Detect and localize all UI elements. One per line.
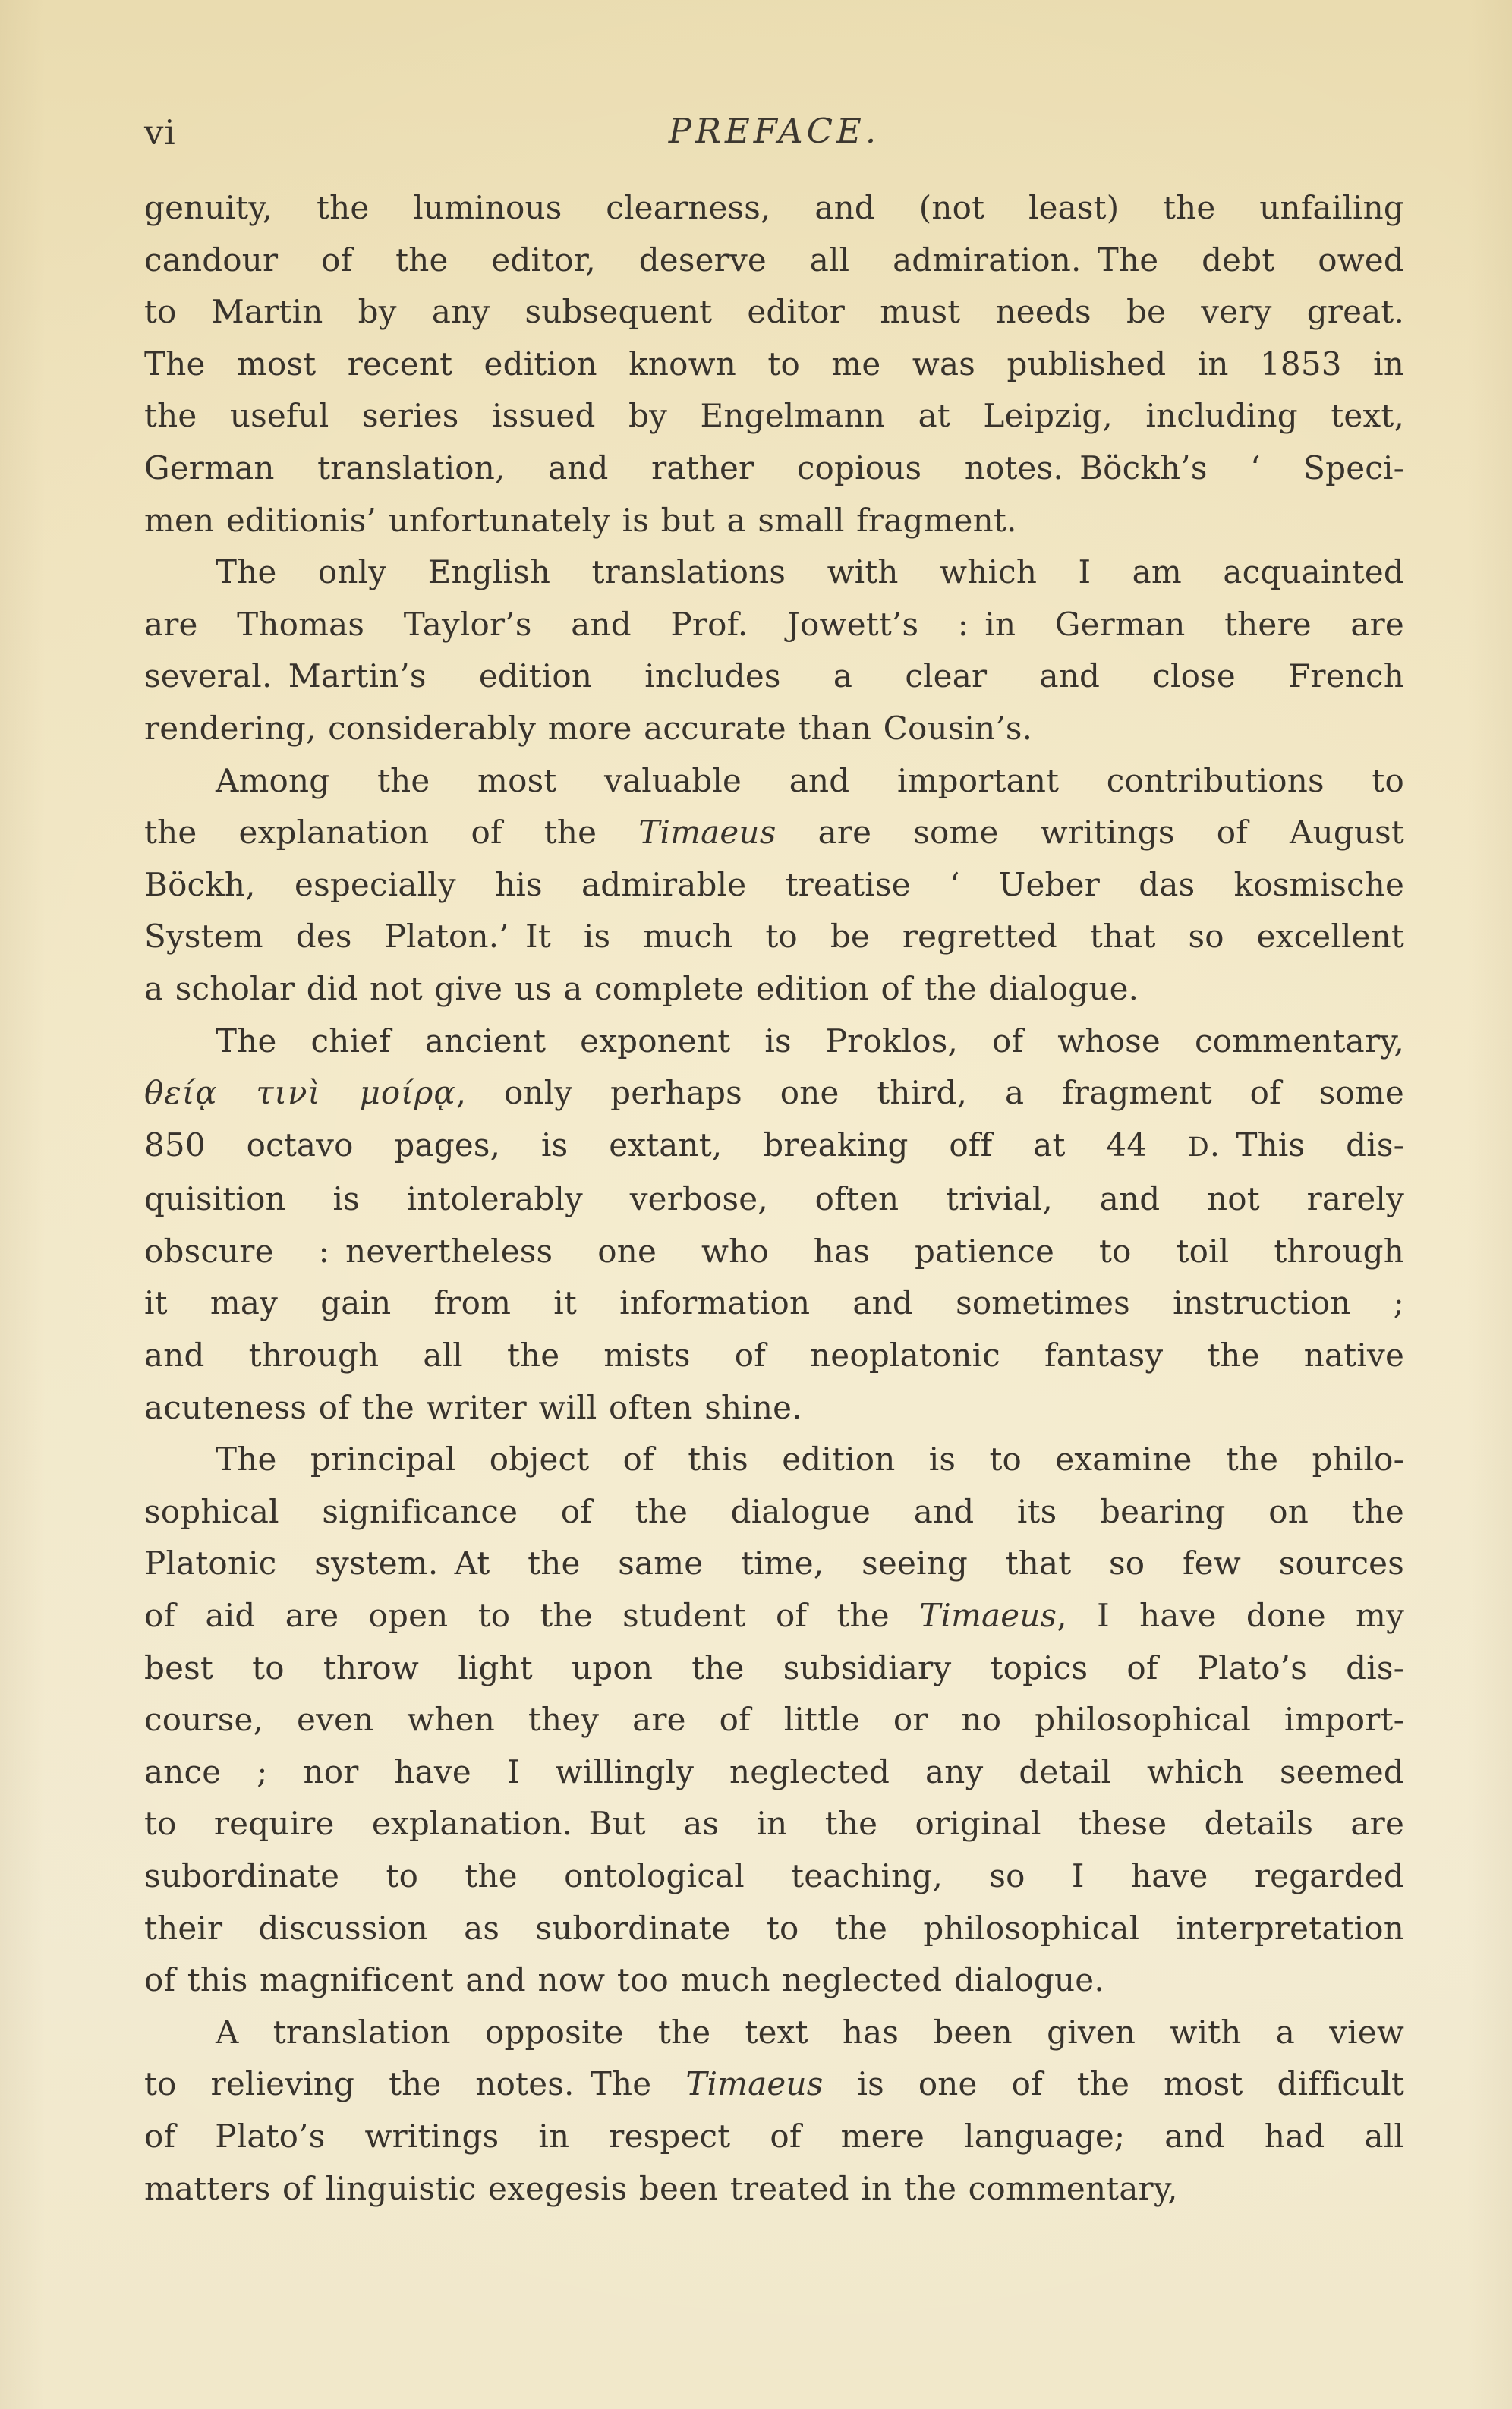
- text-line: [144, 1330, 1404, 1382]
- text-segment: a scholar did not give us a complete edition of the dialogue.: [144, 969, 1139, 1007]
- text-segment: The chief ancient exponent is Proklos, of whose commentary,: [216, 1022, 1404, 1060]
- text-segment: of Plato’s writings in respect of mere language; and had all: [144, 2117, 1404, 2155]
- text-segment: to relieving the notes. The: [144, 2065, 686, 2103]
- text-segment: ance ; nor have I willingly neglected any detail which seemed: [144, 1752, 1404, 1790]
- text-line: [144, 1016, 1404, 1068]
- text-segment: their discussion as subordinate to the philosophical interpretation: [144, 1909, 1404, 1947]
- text-line: [144, 1954, 1404, 2007]
- text-segment: course, even when they are of little or no philosophical import-: [144, 1701, 1404, 1739]
- page-body: [144, 182, 1404, 2215]
- text-segment: rendering, considerably more accurate than Cousin’s.: [144, 709, 1033, 747]
- text-line: [144, 1173, 1404, 1226]
- italic-title: Timaeus: [638, 814, 776, 852]
- text-line: [144, 339, 1404, 391]
- paragraph: [144, 182, 1404, 546]
- text-line: [144, 1746, 1404, 1799]
- text-segment: genuity, the luminous clearness, and (not least) the unfailing: [144, 189, 1404, 226]
- running-title: PREFACE.: [668, 111, 880, 151]
- text-segment: German translation, and rather copious notes. Böckh’s ‘ Speci-: [144, 449, 1404, 487]
- text-segment: matters of linguistic exegesis been treated in the commentary,: [144, 2169, 1178, 2207]
- text-segment: 850 octavo pages, is extant, breaking off at 44: [144, 1126, 1189, 1164]
- text-segment: D: [1188, 1132, 1210, 1163]
- text-segment: of this magnificent and now too much neglected dialogue.: [144, 1961, 1104, 1999]
- greek-phrase: θείᾳ τινὶ μοίρᾳ: [144, 1074, 456, 1112]
- text-line: [144, 911, 1404, 963]
- text-segment: are Thomas Taylor’s and Prof. Jowett’s : in German there are: [144, 605, 1404, 643]
- text-line: [144, 755, 1404, 808]
- text-segment: acuteness of the writer will often shine.: [144, 1388, 802, 1426]
- text-segment: Among the most valuable and important contributions to: [216, 761, 1404, 799]
- page-number: vi: [144, 112, 176, 153]
- text-line: [144, 2058, 1404, 2111]
- text-line: [144, 2163, 1404, 2215]
- text-segment: to require explanation. But as in the original these details are: [144, 1805, 1404, 1843]
- text-line: [144, 1226, 1404, 1278]
- text-segment: , only perhaps one third, a fragment of some: [455, 1074, 1404, 1112]
- text-segment: is one of the most difficult: [823, 2065, 1405, 2103]
- text-line: [144, 1850, 1404, 1903]
- text-segment: quisition is intolerably verbose, often trivial, and not rarely: [144, 1180, 1404, 1218]
- text-segment: subordinate to the ontological teaching, so I have regarded: [144, 1857, 1404, 1894]
- text-segment: it may gain from it information and sometimes instruction ;: [144, 1284, 1404, 1322]
- text-segment: sophical significance of the dialogue and its bearing on the: [144, 1492, 1404, 1530]
- text-line: [144, 599, 1404, 651]
- text-line: [144, 963, 1404, 1016]
- text-line: [144, 807, 1404, 859]
- text-segment: candour of the editor, deserve all admiration. The debt owed: [144, 241, 1404, 279]
- text-line: [144, 286, 1404, 339]
- text-line: [144, 546, 1404, 599]
- text-line: [144, 703, 1404, 755]
- text-segment: the useful series issued by Engelmann at Leipzig, including text,: [144, 397, 1404, 435]
- text-line: [144, 390, 1404, 442]
- text-line: [144, 1642, 1404, 1695]
- text-line: [144, 859, 1404, 912]
- text-line: [144, 1798, 1404, 1850]
- text-line: [144, 182, 1404, 235]
- text-segment: A translation opposite the text has been given with a view: [216, 2013, 1404, 2051]
- italic-title: Timaeus: [919, 1597, 1057, 1635]
- text-segment: several. Martin’s edition includes a clear and close French: [144, 657, 1404, 695]
- text-line: [144, 235, 1404, 287]
- text-segment: Platonic system. At the same time, seeing that so few sources: [144, 1545, 1404, 1582]
- text-segment: and through all the mists of neoplatonic fantasy the native: [144, 1337, 1404, 1375]
- text-segment: The only English translations with which I am acquainted: [216, 553, 1404, 591]
- text-line: [144, 1434, 1404, 1486]
- text-line: [144, 2007, 1404, 2059]
- text-segment: of aid are open to the student of the: [144, 1597, 920, 1635]
- text-line: [144, 1538, 1404, 1590]
- text-line: [144, 442, 1404, 495]
- text-segment: men editionis’ unfortunately is but a small fragment.: [144, 501, 1017, 539]
- text-segment: The principal object of this edition is to examine the philo-: [216, 1441, 1404, 1478]
- italic-title: Timaeus: [685, 2065, 824, 2103]
- text-line: [144, 1382, 1404, 1434]
- text-segment: Böckh, especially his admirable treatise ‘ Ueber das kosmische: [144, 865, 1404, 903]
- text-line: [144, 1277, 1404, 1330]
- text-line: [144, 1486, 1404, 1538]
- text-line: [144, 1119, 1404, 1174]
- text-segment: to Martin by any subsequent editor must needs be very great.: [144, 293, 1404, 331]
- paragraph: [144, 1434, 1404, 2007]
- text-line: [144, 1694, 1404, 1746]
- text-line: [144, 1590, 1404, 1642]
- text-line: [144, 1067, 1404, 1119]
- text-line: [144, 495, 1404, 547]
- text-segment: are some writings of August: [776, 814, 1405, 852]
- text-segment: the explanation of the: [144, 814, 639, 852]
- text-segment: . This dis-: [1209, 1126, 1405, 1164]
- text-segment: best to throw light upon the subsidiary topics of Plato’s dis-: [144, 1649, 1404, 1686]
- text-segment: obscure : nevertheless one who has patience to toil through: [144, 1232, 1404, 1270]
- paragraph: [144, 546, 1404, 754]
- text-segment: System des Platon.’ It is much to be regretted that so excellent: [144, 918, 1404, 956]
- text-segment: The most recent edition known to me was published in 1853 in: [144, 345, 1404, 383]
- paragraph: [144, 755, 1404, 1016]
- text-line: [144, 2111, 1404, 2163]
- text-line: [144, 650, 1404, 703]
- text-segment: , I have done my: [1057, 1597, 1404, 1635]
- paragraph: [144, 1016, 1404, 1434]
- text-line: [144, 1903, 1404, 1955]
- page-header: [144, 111, 1404, 153]
- paragraph: [144, 2007, 1404, 2215]
